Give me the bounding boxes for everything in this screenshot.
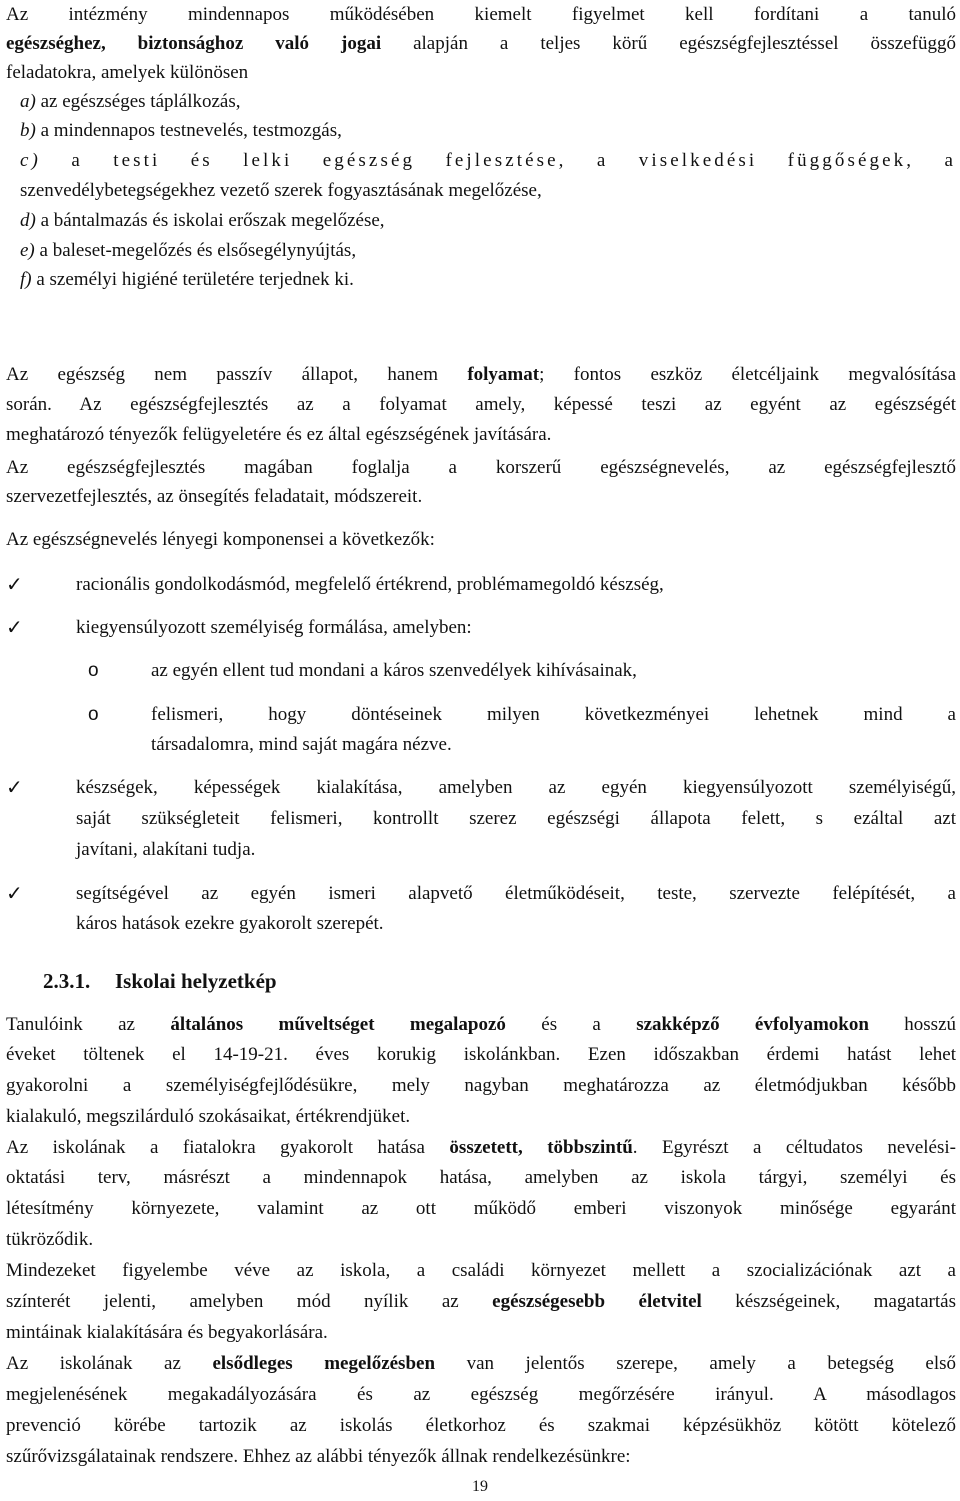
p4-line-1: Tanulóink az általános műveltséget megalapozó és a szakképző évfolyamokon hosszú xyxy=(6,1014,956,1035)
sub-bullet-1-text: az egyén ellent tud mondani a káros szenvedélyek kihívásainak, xyxy=(151,660,637,681)
p4-line-5: Az iskolának a fiatalokra gyakorolt hatása összetett, többszintű. Egyrészt a céltudatos nevelési- xyxy=(6,1137,956,1158)
p2-line-5: szervezetfejlesztés, az önsegítés feladatait, módszereit. xyxy=(6,486,423,507)
checkmark-icon: ✓ xyxy=(6,617,23,639)
bullet-2 xyxy=(6,613,956,643)
bullet-3-cont-1: saját szükségleteit felismeri, kontrollt szerez egészségi állapota felett, s ezáltal azt xyxy=(76,808,956,829)
sub-bullet-2 xyxy=(6,700,956,730)
intro-item-e: e) a baleset-megelőzés és elsősegélynyújtás, xyxy=(20,240,357,261)
checkmark-icon: ✓ xyxy=(6,574,23,596)
intro-bold-phrase: egészséghez, biztonsághoz való jogai xyxy=(6,33,382,54)
p4-line-13: megjelenésének megakadályozására és az egészség megőrzésére irányul. A másodlagos xyxy=(6,1384,956,1405)
p2-line-1: Az egészség nem passzív állapot, hanem folyamat; fontos eszköz életcéljaink megvalósítása xyxy=(6,364,957,385)
section-number: 2.3.1. xyxy=(43,969,91,993)
intro-item-d: d) a bántalmazás és iskolai erőszak megelőzése, xyxy=(20,210,385,231)
bullet-4-text: segítségével az egyén ismeri alapvető életműködéseit, teste, szervezte felépítését, a xyxy=(76,883,956,904)
bullet-1 xyxy=(6,570,956,600)
intro-item-c-cont: szenvedélybetegségekhez vezető szerek fogyasztásának megelőzése, xyxy=(20,180,542,201)
p4-line-9: Mindezeket figyelembe véve az iskola, a családi környezet mellett a szocializációnak azt a xyxy=(6,1260,956,1281)
sub-bullet-2-cont: társadalomra, mind saját magára nézve. xyxy=(151,734,452,755)
p2-line-3: meghatározó tényezők felügyeletére és ez által egészségének javítására. xyxy=(6,424,552,445)
circle-bullet-icon: o xyxy=(88,660,99,681)
p4-line-7: létesítmény környezete, valamint az ott működő emberi viszonyok minősége egyaránt xyxy=(6,1198,956,1219)
intro-item-a: a) az egészséges táplálkozás, xyxy=(20,91,241,112)
p4-line-2: éveket töltenek el 14-19-21. éves korukig iskolánkban. Ezen időszakban érdemi hatást lehet xyxy=(6,1044,956,1065)
checkmark-icon: ✓ xyxy=(6,883,23,905)
p2-line-4: Az egészségfejlesztés magában foglalja a korszerű egészségnevelés, az egészségfejlesztő xyxy=(6,457,956,478)
bullet-3 xyxy=(6,773,956,803)
section-heading xyxy=(43,965,277,997)
intro-item-b: b) a mindennapos testnevelés, testmozgás, xyxy=(20,120,342,141)
p4-line-15: szűrővizsgálatainak rendszere. Ehhez az alábbi tényezők állnak rendelkezésünkre: xyxy=(6,1446,631,1467)
intro-line-2: egészséghez, biztonsághoz való jogai alapján a teljes körű egészségfejlesztéssel összefüggő xyxy=(6,33,957,54)
bullet-3-cont-2: javítani, alakítani tudja. xyxy=(76,839,256,860)
sub-bullet-2-text: felismeri, hogy döntéseinek milyen következményei lehetnek mind a xyxy=(151,704,956,725)
p3-lead: Az egészségnevelés lényegi komponensei a következők: xyxy=(6,529,435,550)
p4-line-4: kialakuló, megszilárduló szokásaikat, értékrendjüket. xyxy=(6,1106,411,1127)
bullet-1-text: racionális gondolkodásmód, megfelelő értékrend, problémamegoldó készség, xyxy=(76,574,664,595)
p4-line-8: tükröződik. xyxy=(6,1229,94,1250)
page-number: 19 xyxy=(472,1478,488,1495)
intro-item-c: c) a testi és lelki egészség fejlesztése, a viselkedési függőségek, a xyxy=(20,150,956,171)
bullet-3-text: készségek, képességek kialakítása, amelyben az egyén kiegyensúlyozott személyiségű, xyxy=(76,777,956,798)
p4-line-14: prevenció körébe tartozik az iskolás életkorhoz és szakmai képzésükhöz kötött kötelező xyxy=(6,1415,956,1436)
p4-line-6: oktatási terv, másrészt a mindennapok hatása, amelyben az iskola tárgyi, személyi és xyxy=(6,1167,956,1188)
bullet-4 xyxy=(6,879,956,909)
p2-line-2: során. Az egészségfejlesztés az a folyamat amely, képessé teszi az egyént az egészségét xyxy=(6,394,956,415)
circle-bullet-icon: o xyxy=(88,704,99,725)
bullet-2-text: kiegyensúlyozott személyiség formálása, amelyben: xyxy=(76,617,472,638)
intro-line-1: Az intézmény mindennapos működésében kiemelt figyelmet kell fordítani a tanuló xyxy=(6,4,956,25)
intro-line-3: feladatokra, amelyek különösen xyxy=(6,62,249,83)
intro-item-f: f) a személyi higiéné területére terjednek ki. xyxy=(20,269,354,290)
p4-line-3: gyakorolni a személyiségfejlődésükre, mely nagyban meghatározza az életmódjukban később xyxy=(6,1075,956,1096)
p4-line-11: mintáinak kialakítására és begyakorlására. xyxy=(6,1322,328,1343)
bullet-4-cont: káros hatások ezekre gyakorolt szerepét. xyxy=(76,913,384,934)
p4-line-12: Az iskolának az elsődleges megelőzésben van jelentős szerepe, amely a betegség első xyxy=(6,1353,956,1374)
checkmark-icon: ✓ xyxy=(6,777,23,799)
sub-bullet-1 xyxy=(6,656,956,686)
p4-line-10: színterét jelenti, amelyben mód nyílik az egészségesebb életvitel készségeinek, magatartás xyxy=(6,1291,956,1312)
section-title: Iskolai helyzetkép xyxy=(115,969,277,993)
